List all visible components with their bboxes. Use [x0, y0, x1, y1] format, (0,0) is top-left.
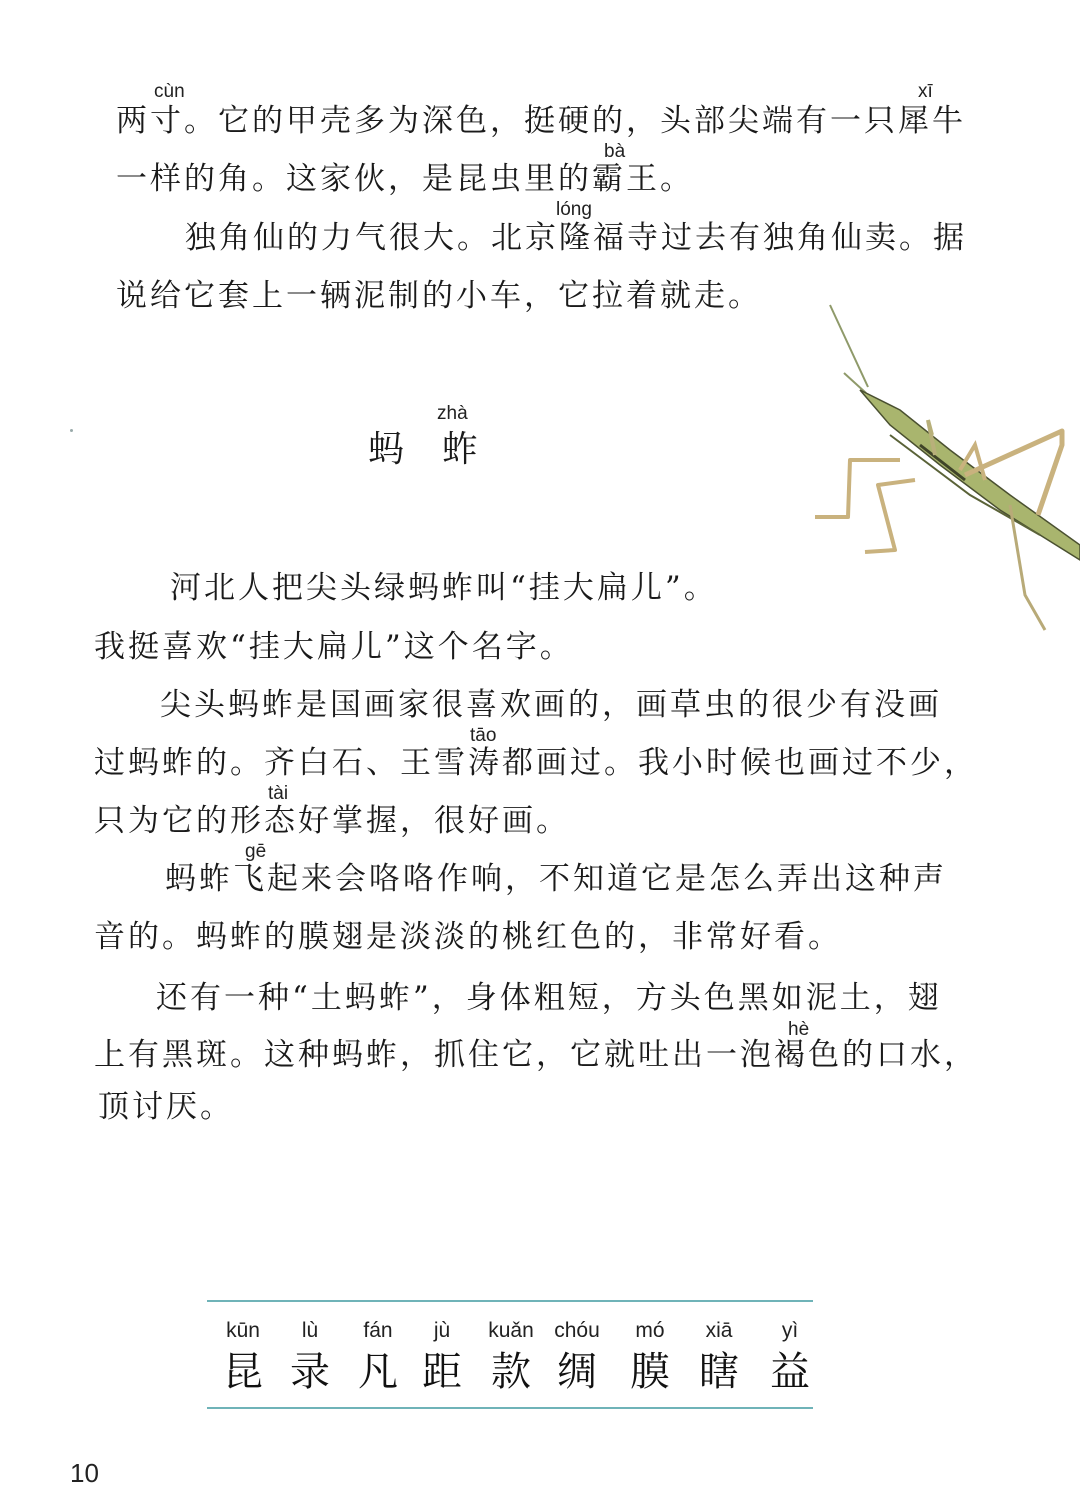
vocabulary-char: 益: [770, 1349, 810, 1395]
title-char: 蚱: [442, 429, 479, 470]
scan-speck: [70, 429, 73, 432]
pinyin-annotation: bà: [604, 141, 626, 162]
text-line: 说给它套上一辆泥制的小车，它拉着就走。: [116, 278, 762, 314]
title-char: 蚂: [368, 429, 405, 470]
vocabulary-char: 录: [290, 1349, 330, 1395]
vocabulary-pinyin: chóu: [554, 1319, 600, 1342]
pinyin-annotation: tài: [268, 783, 289, 804]
text-line: 还有一种“土蚂蚱”，身体粗短，方头色黑如泥土，翅: [156, 980, 942, 1016]
vocabulary-pinyin: kuǎn: [488, 1319, 534, 1342]
vocabulary-item: [684, 1319, 754, 1395]
vocabulary-item: [407, 1319, 477, 1395]
vocabulary-pinyin: lù: [301, 1319, 319, 1342]
vocabulary-item: [615, 1319, 685, 1395]
text-line: 一样的角。这家伙，是昆虫里的霸王。: [116, 161, 694, 197]
vocabulary-item: [755, 1319, 825, 1395]
title-pinyin: zhà: [437, 403, 468, 424]
vocabulary-item: [275, 1319, 345, 1395]
vocabulary-pinyin: xiā: [705, 1319, 733, 1342]
vocabulary-item: [208, 1319, 278, 1395]
vocabulary-bottom-rule: [207, 1407, 813, 1409]
vocabulary-item: [542, 1319, 612, 1395]
text-line: 尖头蚂蚱是国画家很喜欢画的，画草虫的很少有没画: [160, 687, 942, 723]
vocabulary-item: [476, 1319, 546, 1395]
pinyin-annotation: lóng: [556, 199, 592, 220]
text-line: 音的。蚂蚱的膜翅是淡淡的桃红色的，非常好看。: [94, 919, 842, 955]
vocabulary-char: 距: [422, 1349, 462, 1395]
text-line: 只为它的形态好掌握，很好画。: [94, 803, 570, 839]
vocabulary-char: 昆: [223, 1349, 263, 1395]
vocabulary-item: [343, 1319, 413, 1395]
text-line: 独角仙的力气很大。北京隆福寺过去有独角仙卖。据: [185, 220, 967, 256]
text-line: 顶讨厌。: [98, 1089, 234, 1125]
page-number: 10: [70, 1458, 99, 1488]
vocabulary-char: 款: [491, 1349, 531, 1395]
text-line: 河北人把尖头绿蚂蚱叫“挂大扁儿”。: [170, 570, 718, 606]
text-line: 过蚂蚱的。齐白石、王雪涛都画过。我小时候也画过不少，: [94, 745, 978, 781]
vocabulary-pinyin: jù: [433, 1319, 451, 1342]
page-title: [368, 429, 479, 470]
grasshopper-illustration: [800, 295, 1080, 635]
vocabulary-char: 瞎: [699, 1349, 739, 1395]
text-line: 我挺喜欢“挂大扁儿”这个名字。: [94, 629, 574, 665]
vocabulary-pinyin: mó: [635, 1319, 665, 1342]
text-line: 两寸。它的甲壳多为深色，挺硬的，头部尖端有一只犀牛: [116, 103, 966, 139]
vocabulary-pinyin: yì: [781, 1319, 799, 1342]
pinyin-annotation: gē: [245, 841, 267, 862]
pinyin-annotation: cùn: [154, 81, 185, 102]
vocabulary-pinyin: fán: [363, 1319, 393, 1342]
vocabulary-char: 绸: [557, 1349, 597, 1395]
vocabulary-pinyin: kūn: [226, 1319, 260, 1342]
vocabulary-char: 凡: [358, 1349, 398, 1395]
pinyin-annotation: tāo: [470, 725, 497, 746]
text-line: 蚂蚱飞起来会咯咯作响，不知道它是怎么弄出这种声: [165, 861, 947, 897]
vocabulary-char: 膜: [630, 1349, 670, 1395]
pinyin-annotation: hè: [788, 1019, 810, 1040]
vocabulary-top-rule: [207, 1300, 813, 1302]
pinyin-annotation: xī: [918, 81, 933, 102]
text-line: 上有黑斑。这种蚂蚱，抓住它，它就吐出一泡褐色的口水，: [94, 1037, 978, 1073]
